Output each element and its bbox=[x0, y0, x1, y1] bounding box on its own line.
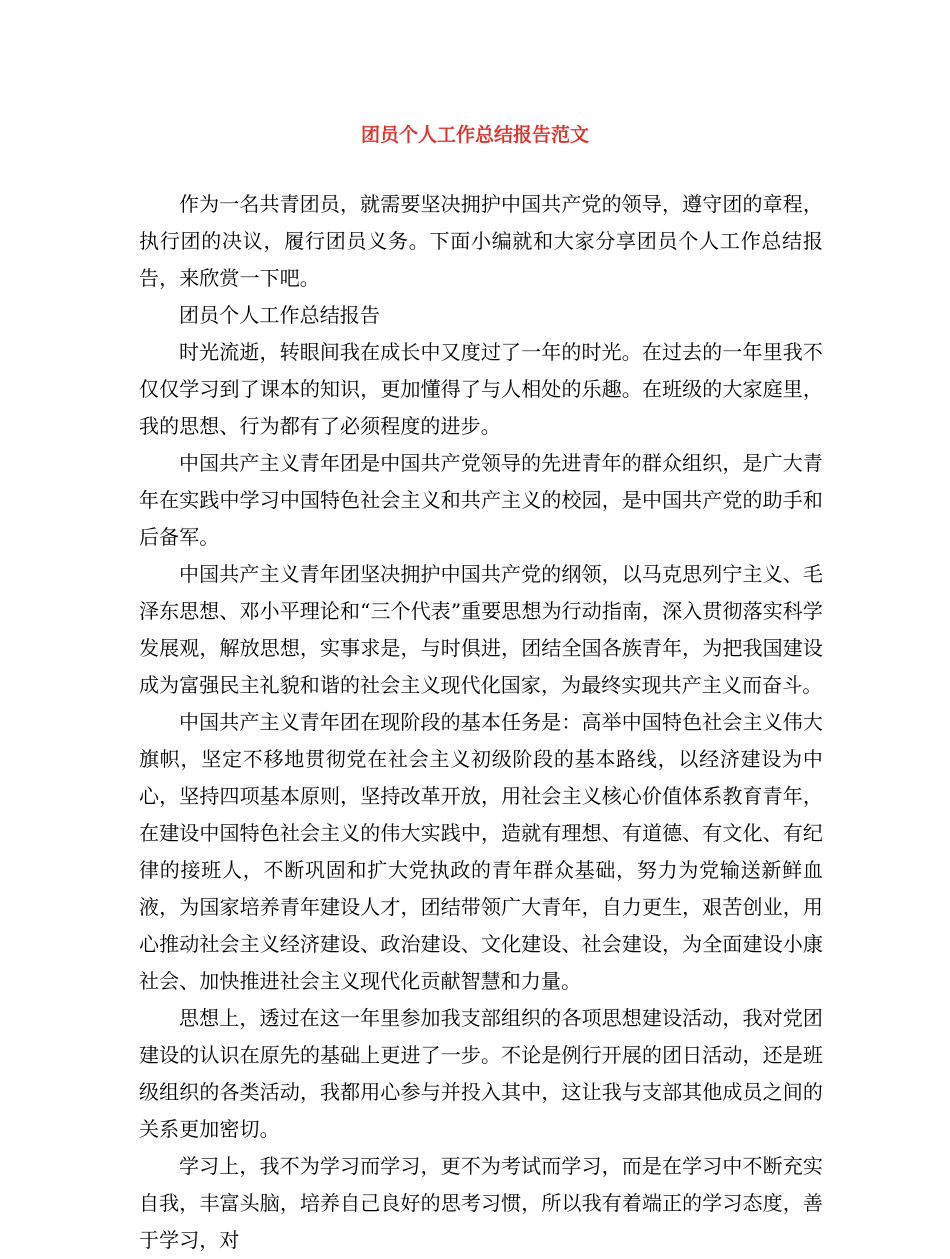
paragraph: 思想上，透过在这一年里参加我支部组织的各项思想建设活动，我对党团建设的认识在原先的基础上更进了一步。不论是例行开展的团日活动，还是班级组织的各类活动，我都用心参与并投入其中，这让我与支部其他成员之间的关系更加密切。 bbox=[139, 1006, 823, 1141]
paragraph: 学习上，我不为学习而学习，更不为考试而学习，而是在学习中不断充实自我，丰富头脑，培养自己良好的思考习惯，所以我有着端正的学习态度，善于学习，对 bbox=[139, 1154, 823, 1252]
document-body bbox=[139, 186, 823, 1259]
paragraph: 中国共产主义青年团在现阶段的基本任务是：高举中国特色社会主义伟大旗帜，坚定不移地贯彻党在社会主义初级阶段的基本路线，以经济建设为中心，坚持四项基本原则，坚持改革开放，用社会主义核心价值体系教育青年，在建设中国特色社会主义的伟大实践中，造就有理想、有道德、有文化、有纪律的接班人，不断巩固和扩大党执政的青年群众基础，努力为党输送新鲜血液，为国家培养青年建设人才，团结带领广大青年，自力更生，艰苦创业，用心推动社会主义经济建设、政治建设、文化建设、社会建设，为全面建设小康社会、加快推进社会主义现代化贡献智慧和力量。 bbox=[139, 710, 823, 993]
paragraph-subheading: 团员个人工作总结报告 bbox=[179, 303, 380, 327]
paragraph: 中国共产主义青年团坚决拥护中国共产党的纲领，以马克思列宁主义、毛泽东思想、邓小平理论和“三个代表”重要思想为行动指南，深入贯彻落实科学发展观，解放思想，实事求是，与时俱进，团结全国各族青年，为把我国建设成为富强民主礼貌和谐的社会主义现代化国家，为最终实现共产主义而奋斗。 bbox=[139, 562, 823, 697]
document-title: 团员个人工作总结报告范文 bbox=[360, 124, 589, 146]
paragraph: 中国共产主义青年团是中国共产党领导的先进青年的群众组织，是广大青年在实践中学习中国特色社会主义和共产主义的校园，是中国共产党的助手和后备军。 bbox=[139, 451, 823, 549]
paragraph: 时光流逝，转眼间我在成长中又度过了一年的时光。在过去的一年里我不仅仅学习到了课本的知识，更加懂得了与人相处的乐趣。在班级的大家庭里，我的思想、行为都有了必须程度的进步。 bbox=[139, 340, 823, 438]
paragraph-intro: 作为一名共青团员，就需要坚决拥护中国共产党的领导，遵守团的章程，执行团的决议，履行团员义务。下面小编就和大家分享团员个人工作总结报告，来欣赏一下吧。 bbox=[139, 192, 823, 290]
